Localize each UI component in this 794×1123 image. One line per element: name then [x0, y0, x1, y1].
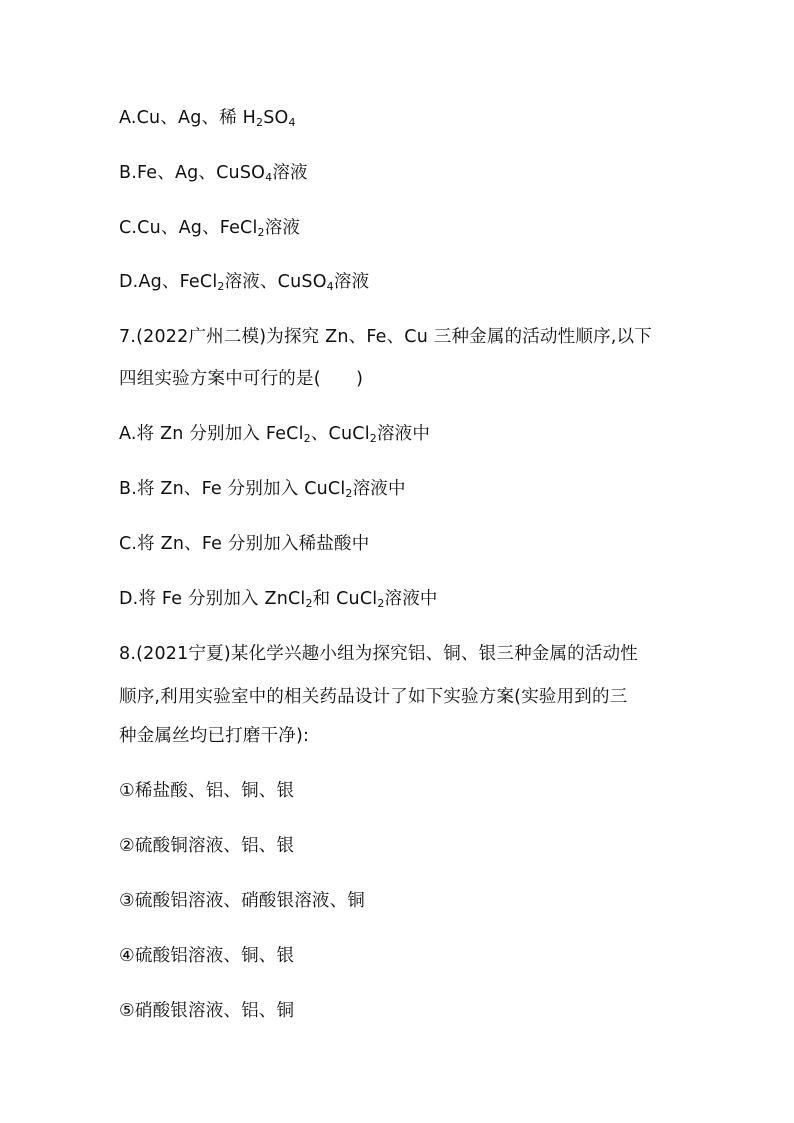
- q8-stem-line2: 顺序,利用实验室中的相关药品设计了如下实验方案(实验用到的三: [119, 687, 628, 707]
- q6-option-c: C.Cu、Ag、FeCl$_2$溶液: [119, 218, 301, 239]
- q7-option-c: C.将 Zn、Fe 分别加入稀盐酸中: [119, 534, 370, 554]
- q6-option-b: B.Fe、Ag、CuSO$_4$溶液: [119, 163, 308, 184]
- q8-scheme-3: ③硫酸铝溶液、硝酸银溶液、铜: [119, 891, 365, 911]
- q6-option-a: A.Cu、Ag、稀 $H_2SO_4$: [119, 108, 296, 129]
- q8-stem-line3: 种金属丝均已打磨干净):: [119, 726, 310, 746]
- q8-stem-line1: 8.(2021宁夏)某化学兴趣小组为探究铝、铜、银三种金属的活动性: [119, 644, 638, 664]
- q7-option-d: D.将 Fe 分别加入 ZnCl$_2$和 CuCl$_2$溶液中: [119, 589, 438, 610]
- q7-option-a: A.将 Zn 分别加入 FeCl$_2$、CuCl$_2$溶液中: [119, 424, 431, 445]
- q7-stem-line2: 四组实验方案中可行的是( ): [119, 369, 364, 389]
- q8-scheme-5: ⑤硝酸银溶液、铝、铜: [119, 1001, 295, 1021]
- q6-option-d: D.Ag、FeCl$_2$溶液、CuSO$_4$溶液: [119, 272, 370, 293]
- q7-option-b: B.将 Zn、Fe 分别加入 CuCl$_2$溶液中: [119, 479, 406, 500]
- q8-scheme-2: ②硫酸铜溶液、铝、银: [119, 836, 295, 856]
- q8-scheme-4: ④硫酸铝溶液、铜、银: [119, 946, 295, 966]
- q7-stem-line1: 7.(2022广州二模)为探究 Zn、Fe、Cu 三种金属的活动性顺序,以下: [119, 327, 652, 347]
- q8-scheme-1: ①稀盐酸、铝、铜、银: [119, 781, 295, 801]
